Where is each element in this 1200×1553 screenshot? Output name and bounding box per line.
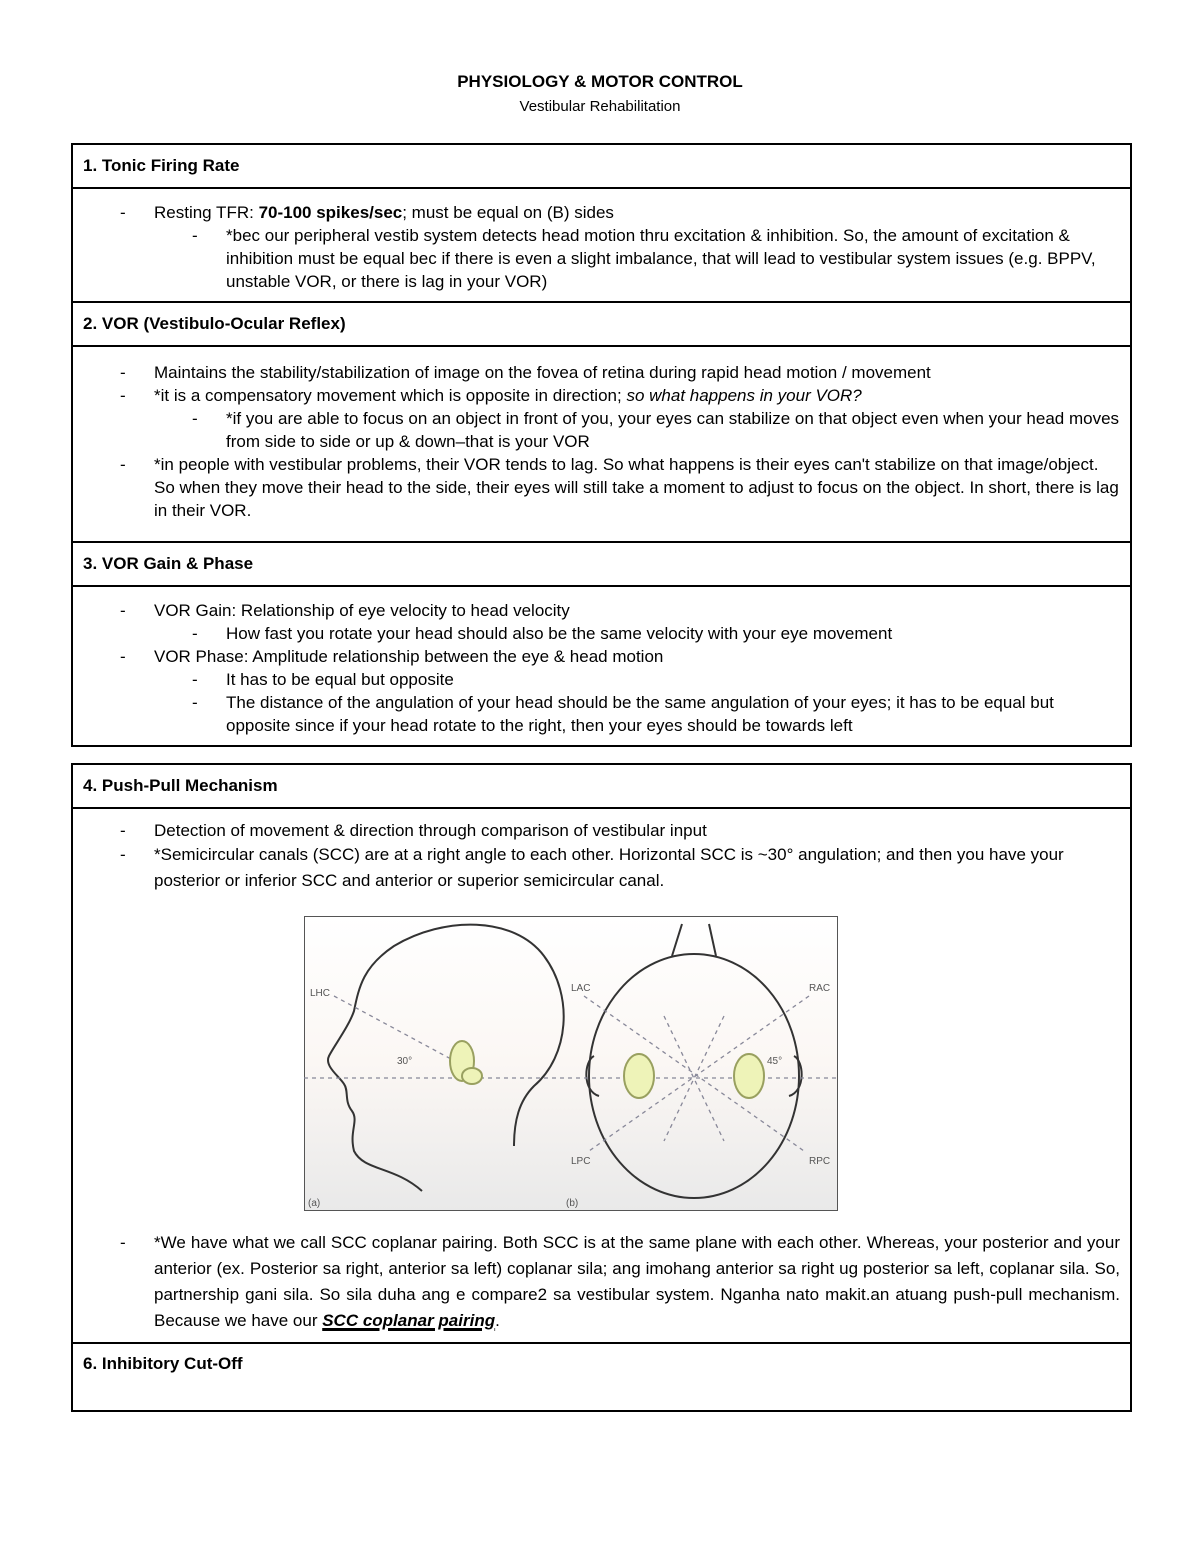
section-4-body (72, 808, 1131, 1343)
section-1-body (72, 188, 1131, 302)
bullet: - Resting TFR: 70-100 spikes/sec; must be equal on (B) sides (83, 201, 1120, 224)
section-2-body (72, 346, 1131, 542)
section-6-heading: 6. Inhibitory Cut-Off (72, 1343, 1131, 1411)
notes-table-1 (71, 143, 1132, 747)
label-lac: LAC (571, 983, 591, 994)
bullet: - Detection of movement & direction through comparison of vestibular input (83, 819, 1120, 842)
label-rac: RAC (809, 983, 831, 994)
page-subtitle: Vestibular Rehabilitation (519, 98, 681, 115)
sub-bullet: - How fast you rotate your head should also be the same velocity with your eye movement (83, 622, 1120, 645)
sub-bullet: - It has to be equal but opposite (83, 668, 1120, 691)
bullet: - VOR Gain: Relationship of eye velocity to head velocity (83, 599, 1120, 622)
bullet: - VOR Phase: Amplitude relationship between the eye & head motion (83, 645, 1120, 668)
notes-table-2 (71, 763, 1132, 1412)
section-2-heading: 2. VOR (Vestibulo-Ocular Reflex) (72, 302, 1131, 346)
section-3-heading: 3. VOR Gain & Phase (72, 542, 1131, 586)
bullet: - *in people with vestibular problems, their VOR tends to lag. So what happens is their eyes can't stabilize on that image/object. So when they move their head to the side, their eyes will still take a moment to adjust to focus on the object. In short, there is lag in their VOR. (83, 453, 1120, 522)
sub-bullet: - *if you are able to focus on an object in front of you, your eyes can stabilize on that object even when your head moves from side to side or up & down–that is your VOR (83, 407, 1120, 453)
label-30deg: 30° (397, 1056, 413, 1067)
panel-a-label: (a) (308, 1198, 321, 1209)
section-1-heading: 1. Tonic Firing Rate (72, 144, 1131, 188)
bullet: - *Semicircular canals (SCC) are at a right angle to each other. Horizontal SCC is ~30° angulation; and then you have your posterior or inferior SCC and anterior or superior semicircular canal. (83, 842, 1120, 894)
sub-bullet: - *bec our peripheral vestib system detects head motion thru excitation & inhibition. So, the amount of excitation & inhibition must be equal bec if there is even a slight imbalance, that will lead to vestibular system issues (e.g. BPPV, unstable VOR, or there is lag in your VOR) (83, 224, 1120, 293)
semicircular-canals-figure (304, 916, 838, 1211)
label-lhc: LHC (310, 988, 331, 999)
panel-b-label: (b) (566, 1198, 579, 1209)
sub-bullet: - The distance of the angulation of your head should be the same angulation of your eyes; it has to be equal but opposite since if your head rotate to the right, then your eyes should be towards left (83, 691, 1120, 737)
emphasis-scc-coplanar-pairing: SCC coplanar pairing (322, 1311, 496, 1330)
page-title: PHYSIOLOGY & MOTOR CONTROL (457, 72, 743, 91)
label-lpc: LPC (571, 1156, 591, 1167)
label-rpc: RPC (809, 1156, 831, 1167)
section-3-body (72, 586, 1131, 746)
bullet: - *it is a compensatory movement which is opposite in direction; so what happens in your VOR? (83, 384, 1120, 407)
label-45deg: 45° (767, 1056, 783, 1067)
bullet: - Maintains the stability/stabilization of image on the fovea of retina during rapid head motion / movement (83, 361, 1120, 384)
bullet: - *We have what we call SCC coplanar pairing. Both SCC is at the same plane with each other. Whereas, your posterior and your anterior (ex. Posterior sa right, anterior sa left) coplanar sila; ang imohang anterior sa right ug posterior sa left, coplanar sila. So, partnership gani sila. So sila duha ang e compare2 sa vestibular system. Nganha nato makit.an atuang push-pull mechanism. Because we have our SCC coplanar pairing. (83, 1230, 1120, 1334)
section-4-heading: 4. Push-Pull Mechanism (72, 764, 1131, 808)
